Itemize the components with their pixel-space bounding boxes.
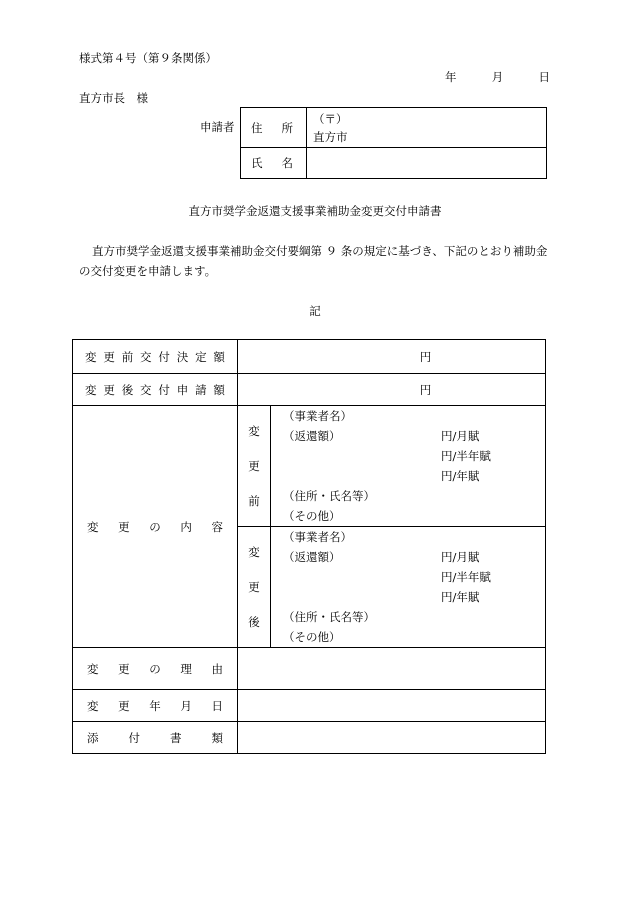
applicant-table — [240, 107, 547, 179]
annual-unit: 円/年賦 — [441, 469, 480, 483]
label-char: の — [149, 661, 161, 676]
address-value-cell — [307, 108, 547, 148]
name-label-char: 名 — [281, 156, 293, 170]
label-char: 理 — [180, 661, 192, 676]
label-char: 変 — [87, 698, 99, 713]
label-char: 額 — [213, 349, 225, 364]
label-char: 付 — [158, 349, 170, 364]
after-detail-cell — [271, 527, 546, 648]
label-char: 更 — [248, 458, 260, 473]
yen-unit: 円 — [419, 382, 432, 397]
label-char: 変 — [87, 519, 99, 534]
name-label-char: 氏 — [251, 156, 263, 170]
label-char: 年 — [149, 698, 161, 713]
monthly-unit: 円/月賦 — [441, 429, 480, 443]
label-char: 月 — [180, 698, 192, 713]
annual-unit: 円/年賦 — [441, 590, 480, 604]
before-amount-value-cell — [238, 340, 546, 374]
address-name-line: （住所・氏名等） — [283, 610, 375, 624]
label-char: 変 — [85, 349, 97, 364]
date-year: 年 — [445, 70, 457, 84]
repayment-line — [283, 547, 545, 567]
annual-line — [283, 587, 545, 607]
body-text-line-2: の交付変更を申請します。 — [79, 264, 217, 278]
attachments-label-cell — [73, 722, 238, 754]
label-char: 由 — [211, 661, 223, 676]
postal-mark: （〒） — [313, 111, 348, 126]
document-title: 直方市奨学金返還支援事業補助金変更交付申請書 — [188, 204, 442, 218]
repayment-line — [283, 426, 545, 446]
reason-label-cell — [73, 648, 238, 690]
business-name-line: （事業者名） — [283, 409, 352, 423]
before-detail-cell — [271, 406, 546, 527]
label-char: 内 — [180, 519, 192, 534]
address-label-cell — [241, 108, 307, 148]
name-value-cell — [307, 148, 547, 179]
address-label-char: 所 — [281, 120, 293, 135]
semiannual-line — [283, 567, 545, 587]
form-number: 様式第４号（第９条関係） — [79, 51, 217, 65]
after-vertical-label-cell — [238, 527, 271, 648]
label-char: 変 — [87, 661, 99, 676]
label-char: 決 — [176, 349, 189, 364]
semiannual-line — [283, 446, 545, 466]
before-vertical-label-cell — [238, 406, 271, 527]
label-char: 変 — [248, 545, 260, 560]
before-amount-label-cell — [73, 340, 238, 374]
address-city: 直方市 — [313, 129, 348, 144]
label-char: 更 — [118, 661, 130, 676]
other-line: （その他） — [283, 509, 341, 523]
annual-line — [283, 466, 545, 486]
label-char: 容 — [211, 519, 223, 534]
date-month: 月 — [491, 70, 504, 84]
applicant-label: 申請者 — [200, 120, 235, 134]
other-line: （その他） — [283, 630, 341, 644]
after-amount-value-cell — [238, 374, 546, 406]
label-char: 書 — [170, 730, 182, 745]
label-char: 更 — [248, 579, 260, 594]
label-char: 変 — [85, 382, 97, 397]
addressee: 直方市長 様 — [79, 91, 148, 105]
label-char: 後 — [121, 382, 134, 397]
label-char: 添 — [87, 730, 99, 745]
label-char: 前 — [121, 349, 134, 364]
label-char: 類 — [211, 730, 223, 745]
date-line — [445, 69, 550, 85]
reason-value-cell — [238, 648, 546, 690]
label-char: 交 — [140, 382, 152, 397]
label-char: 額 — [213, 382, 225, 397]
attachments-value-cell — [238, 722, 546, 754]
label-char: 付 — [128, 730, 140, 745]
label-char: 申 — [176, 382, 189, 397]
label-char: の — [149, 519, 161, 534]
repayment-label: （返還額） — [283, 550, 341, 564]
change-date-label-cell — [73, 690, 238, 722]
content-label-cell — [73, 406, 238, 648]
body-text-line-1: 直方市奨学金返還支援事業補助金交付要綱第 ９ 条の規定に基づき、下記のとおり補助金 — [92, 244, 548, 258]
date-day: 日 — [538, 70, 550, 84]
main-table — [72, 339, 546, 754]
label-char: 請 — [195, 382, 207, 397]
label-char: 更 — [103, 382, 115, 397]
label-char: 更 — [118, 698, 130, 713]
business-name-line: （事業者名） — [283, 530, 352, 544]
address-name-line: （住所・氏名等） — [283, 489, 375, 503]
ki-heading: 記 — [309, 304, 321, 318]
change-date-value-cell — [238, 690, 546, 722]
label-char: 更 — [118, 519, 130, 534]
monthly-unit: 円/月賦 — [441, 550, 480, 564]
repayment-label: （返還額） — [283, 429, 341, 443]
after-amount-label-cell — [73, 374, 238, 406]
name-label-cell — [241, 148, 307, 179]
address-label-char: 住 — [251, 120, 263, 135]
label-char: 後 — [248, 614, 260, 629]
label-char: 日 — [211, 698, 223, 713]
label-char: 交 — [140, 349, 152, 364]
label-char: 更 — [103, 349, 115, 364]
semiannual-unit: 円/半年賦 — [441, 570, 491, 584]
semiannual-unit: 円/半年賦 — [441, 449, 491, 463]
yen-unit: 円 — [419, 349, 432, 364]
label-char: 変 — [248, 424, 260, 439]
label-char: 定 — [195, 349, 207, 364]
label-char: 前 — [248, 493, 260, 508]
label-char: 付 — [158, 382, 170, 397]
